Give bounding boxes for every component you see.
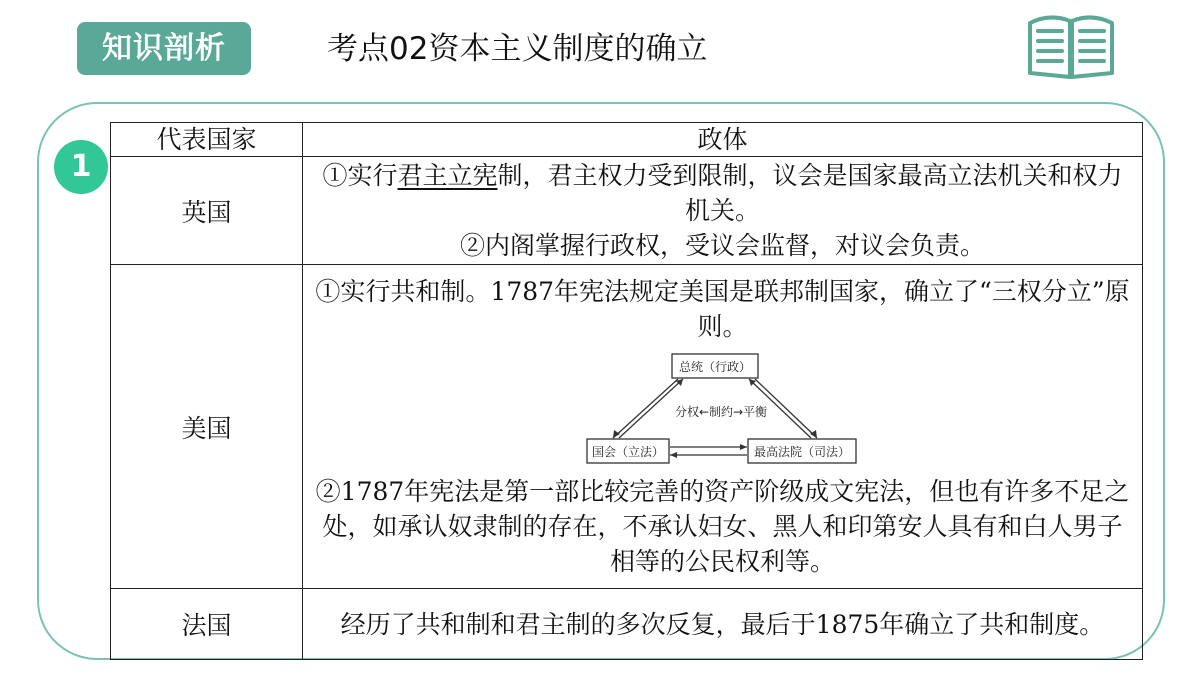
usa-text-1: ①实行共和制。1787年宪法规定美国是联邦制国家，确立了“三权分立”原则。 xyxy=(315,277,1130,341)
column-header-polity: 政体 xyxy=(303,123,1143,157)
column-header-country: 代表国家 xyxy=(111,123,303,157)
britain-underlined-term: 君主立宪 xyxy=(397,161,498,190)
page-title: 考点02资本主义制度的确立 xyxy=(327,31,708,67)
britain-text-1-suffix: 制，君主权力受到限制，议会是国家最高立法机关和权力机关。 xyxy=(497,161,1123,225)
table-row xyxy=(111,589,1143,660)
britain-text-1 xyxy=(311,158,1134,228)
diagram-executive: 总统（行政） xyxy=(678,360,751,374)
comparison-table xyxy=(110,122,1143,660)
table-row xyxy=(111,265,1143,589)
separation-of-powers-diagram xyxy=(583,352,863,470)
polity-cell xyxy=(303,265,1143,589)
britain-text-2: ②内阁掌握行政权，受议会监督，对议会负责。 xyxy=(459,231,985,260)
polity-cell xyxy=(303,589,1143,660)
table-header-row xyxy=(111,123,1143,157)
diagram-judicial: 最高法院（司法） xyxy=(753,445,850,459)
france-text-1: 经历了共和制和君主制的多次反复，最后于1875年确立了共和制度。 xyxy=(340,609,1105,639)
usa-text-2: ②1787年宪法是第一部比较完善的资产阶级成文宪法，但也有许多不足之处，如承认奴隶制的存在，不承认妇女、黑人和印第安人具有和白人男子相等的公民权利等。 xyxy=(315,477,1130,576)
section-number-badge: 1 xyxy=(54,140,108,194)
country-cell: 英国 xyxy=(111,157,303,265)
open-book-icon xyxy=(1026,9,1116,81)
diagram-center-label: 分权←制约→平衡 xyxy=(674,405,767,419)
section-tag: 知识剖析 xyxy=(77,22,251,75)
country-cell: 法国 xyxy=(111,589,303,660)
polity-cell xyxy=(303,157,1143,265)
country-cell: 美国 xyxy=(111,265,303,589)
table-row xyxy=(111,157,1143,265)
britain-text-1-prefix: ①实行 xyxy=(322,161,398,190)
diagram-legislative: 国会（立法） xyxy=(591,445,664,459)
